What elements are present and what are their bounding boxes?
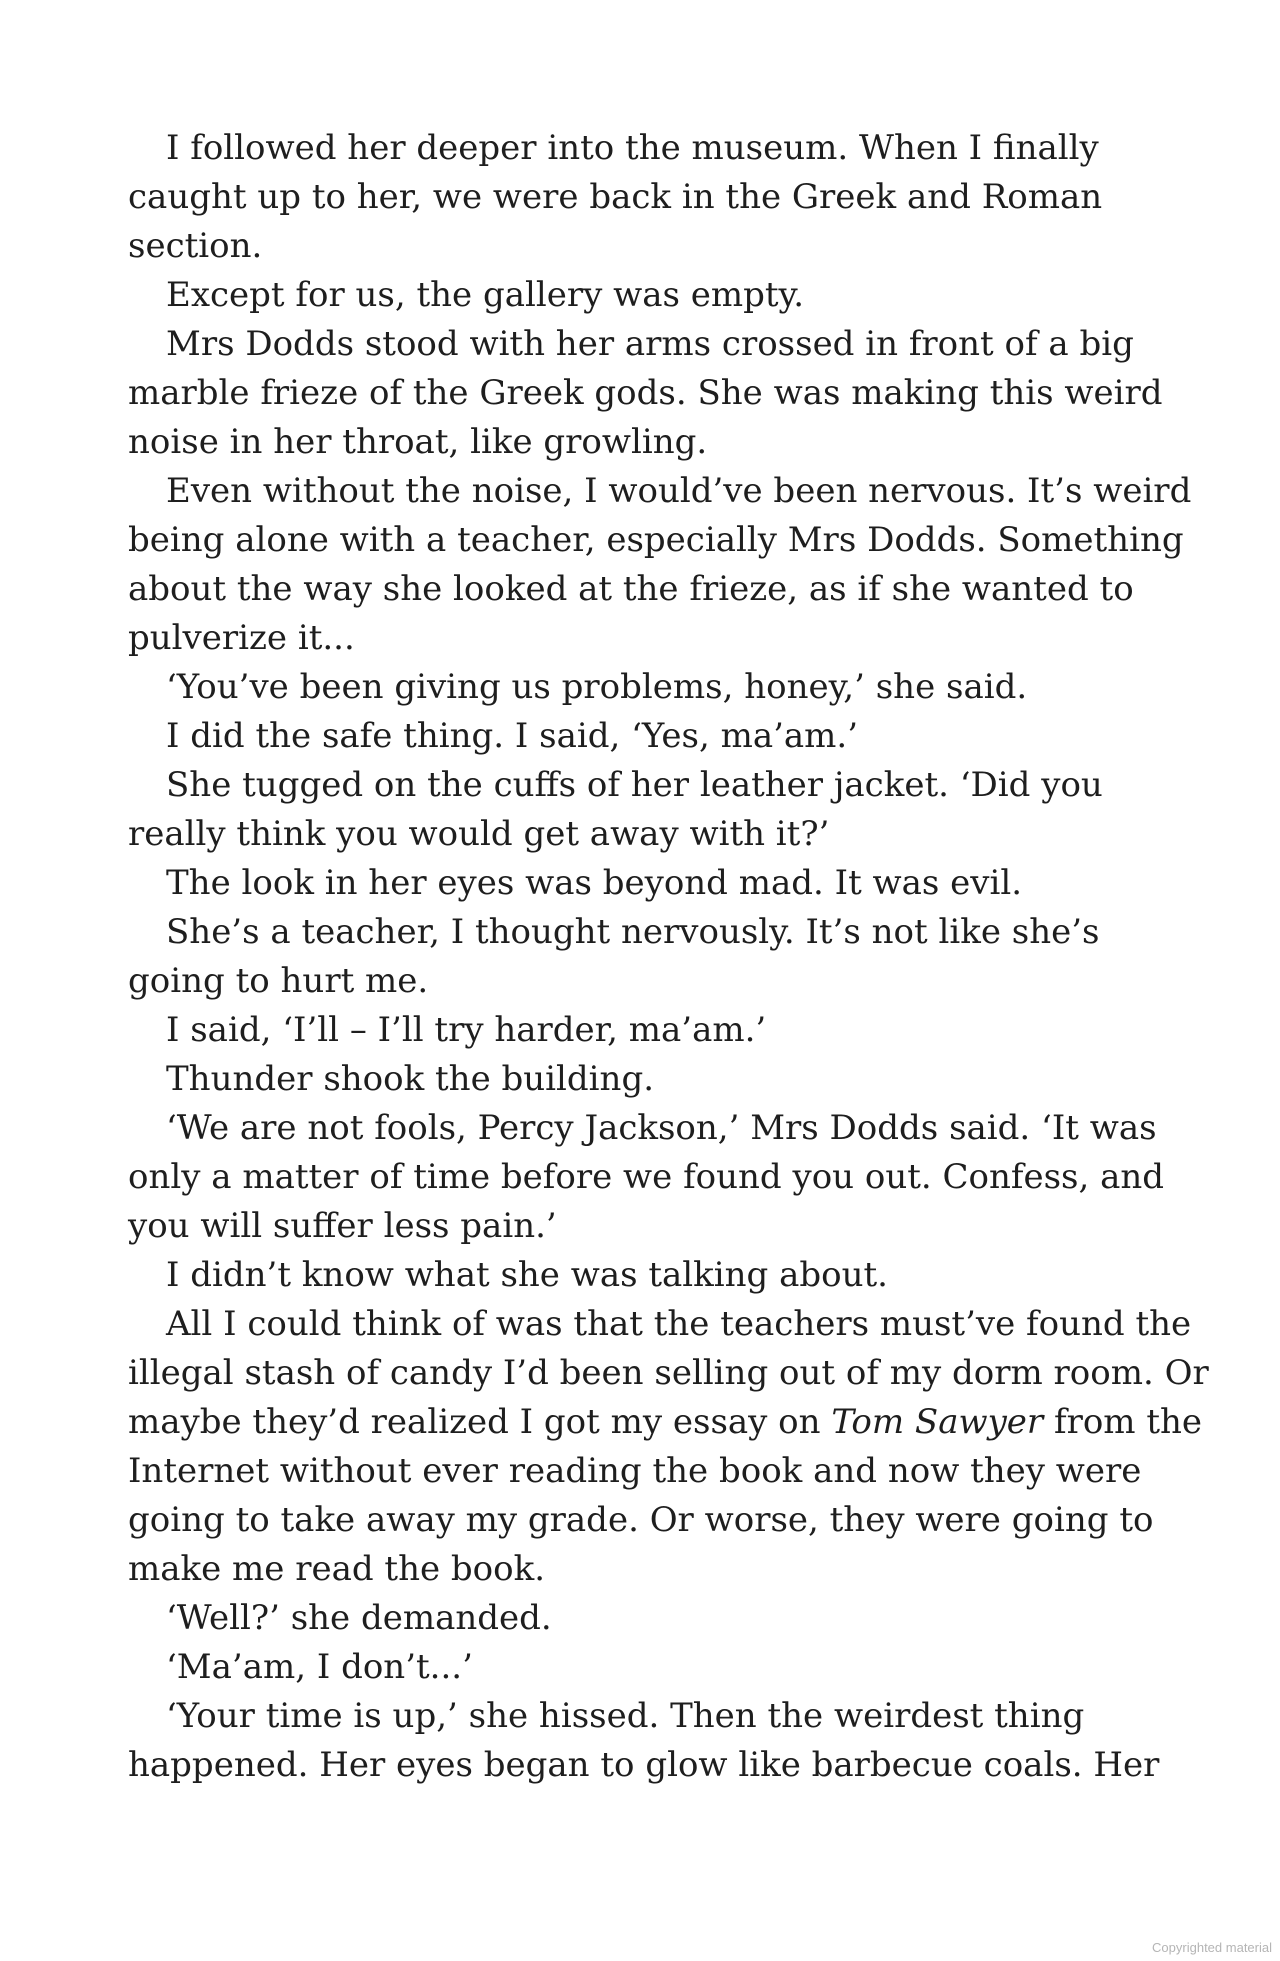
line-text: Except for us, the gallery was empty. [166,275,805,315]
line-text: I followed her deeper into the museum. When I finally [166,128,1099,168]
text-line [128,369,1178,418]
line-text: illegal stash of candy I’d been selling out of my dorm room. Or [128,1353,1209,1393]
text-line [128,810,1178,859]
text-line [128,1349,1209,1398]
text-line [128,1447,1178,1496]
text-line [128,124,1178,173]
line-text: Even without the noise, I would’ve been nervous. It’s weird [166,471,1192,511]
line-text: happened. Her eyes began to glow like barbecue coals. Her [128,1745,1160,1785]
line-text: ‘Ma’am, I don’t...’ [166,1647,473,1687]
text-line [128,1055,1178,1104]
line-text: make me read the book. [128,1549,546,1589]
line-text: pulverize it... [128,618,355,658]
body-text [128,124,1209,1790]
text-line [128,712,1178,761]
line-text: She’s a teacher, I thought nervously. It’s not like she’s [166,912,1100,952]
line-text: Thunder shook the building. [166,1059,655,1099]
text-line [128,1643,1178,1692]
text-line [128,173,1178,222]
text-line [128,565,1178,614]
text-line [128,1692,1178,1741]
text-line [128,957,1178,1006]
text-line [128,467,1192,516]
text-line [128,908,1178,957]
text-line [128,761,1178,810]
text-line [128,663,1178,712]
text-line [128,614,1178,663]
line-text: section. [128,226,263,266]
line-text: I said, ‘I’ll – I’ll try harder, ma’am.’ [166,1010,767,1050]
text-line [128,1153,1178,1202]
text-line [128,1104,1178,1153]
text-line [128,1496,1178,1545]
line-text: All I could think of was that the teachers must’ve found the [166,1304,1192,1344]
line-text: ‘Your time is up,’ she hissed. Then the weirdest thing [166,1696,1085,1736]
text-line [128,1594,1178,1643]
line-text: I didn’t know what she was talking about. [166,1255,888,1295]
text-segment: from the [1043,1402,1203,1442]
line-text: only a matter of time before we found you out. Confess, and [128,1157,1165,1197]
text-line [128,320,1178,369]
text-line [128,1251,1178,1300]
text-line [128,222,1178,271]
text-line [128,271,1178,320]
line-text: ‘Well?’ she demanded. [166,1598,552,1638]
text-line [128,859,1178,908]
line-text: you will suffer less pain.’ [128,1206,557,1246]
text-line [128,1006,1178,1055]
text-line [128,1398,1203,1447]
text-line [128,1202,1178,1251]
line-text: Internet without ever reading the book and now they were [128,1451,1142,1491]
line-text: ‘We are not fools, Percy Jackson,’ Mrs Dodds said. ‘It was [166,1108,1157,1148]
line-text: really think you would get away with it?’ [128,814,830,854]
text-segment: maybe they’d realized I got my essay on [128,1402,832,1442]
italic-title: Tom Sawyer [831,1402,1044,1442]
line-text: noise in her throat, like growling. [128,422,708,462]
line-text: about the way she looked at the frieze, as if she wanted to [128,569,1134,609]
copyright-watermark: Copyrighted material [1152,1940,1272,1955]
text-line [128,516,1184,565]
line-text: being alone with a teacher, especially Mrs Dodds. Something [128,520,1184,560]
text-line [128,1741,1178,1790]
line-text: marble frieze of the Greek gods. She was making this weird [128,373,1163,413]
line-text: going to hurt me. [128,961,429,1001]
line-text: ‘You’ve been giving us problems, honey,’ she said. [166,667,1028,707]
text-line [128,418,1178,467]
line-text: The look in her eyes was beyond mad. It was evil. [166,863,1023,903]
line-text: She tugged on the cuffs of her leather jacket. ‘Did you [166,765,1103,805]
line-text: I did the safe thing. I said, ‘Yes, ma’am.’ [166,716,859,756]
line-text: going to take away my grade. Or worse, they were going to [128,1500,1154,1540]
text-line [128,1300,1192,1349]
line-text: Mrs Dodds stood with her arms crossed in front of a big [166,324,1134,364]
line-text: caught up to her, we were back in the Greek and Roman [128,177,1103,217]
text-line [128,1545,1178,1594]
